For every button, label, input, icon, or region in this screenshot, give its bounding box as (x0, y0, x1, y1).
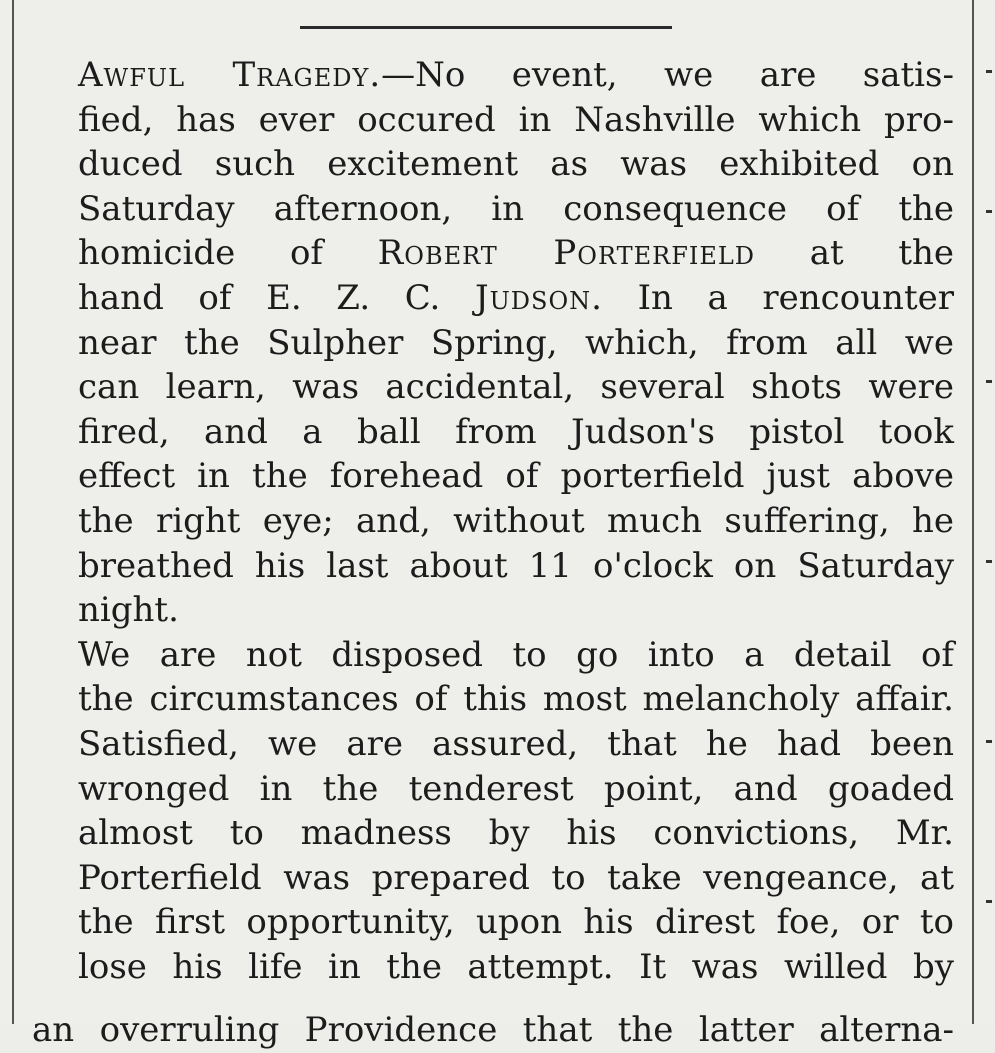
line-text: near the Sulpher Spring, which, from all we (78, 322, 954, 363)
line-text: at the (755, 233, 955, 274)
text-line (32, 811, 954, 856)
text-line (32, 633, 954, 678)
text-line (32, 98, 954, 143)
text-line (32, 142, 954, 187)
line-text: lose his life in the attempt. It was willed by (78, 946, 954, 987)
line-text: Satisfied, we are assured, that he had been (78, 723, 954, 764)
line-text: fied, has ever occured in Nashville which pro- (78, 99, 954, 140)
text-line (32, 499, 954, 544)
line-text: wronged in the tenderest point, and goaded (78, 768, 954, 809)
line-text: almost to madness by his convictions, Mr. (78, 813, 954, 854)
line-text: breathed his last about 11 o'clock on Saturday (78, 545, 954, 586)
article-column (32, 53, 954, 989)
line-text: —No event, we are satis- (381, 55, 954, 95)
text-line (32, 410, 954, 455)
small-caps-text: Awful Tragedy. (78, 55, 382, 95)
small-caps-text: Robert Porterfield (377, 233, 756, 274)
article-paragraph-2 (32, 633, 954, 990)
text-line (32, 945, 954, 990)
text-line (32, 588, 954, 633)
small-caps-text: Judson. (474, 277, 603, 318)
line-text: effect in the forehead of porterfield just above (78, 456, 954, 497)
right-column-rule (972, 0, 974, 1024)
text-line (32, 321, 954, 366)
text-line (32, 767, 954, 812)
line-text: the first opportunity, upon his direst foe, or to (78, 902, 954, 943)
cutoff-line: an overruling Providence that the latter alterna- (32, 1010, 954, 1050)
line-text: night. (78, 590, 179, 631)
line-text: We are not disposed to go into a detail of (78, 634, 954, 675)
line-text: Porterfield was prepared to take vengeance, at (78, 857, 954, 898)
line-text: the right eye; and, without much suffering, he (78, 500, 954, 541)
line-text: Saturday afternoon, in consequence of the (78, 188, 954, 229)
text-line (32, 187, 954, 232)
line-text: the circumstances of this most melancholy affair. (78, 679, 954, 720)
line-text: duced such excitement as was exhibited on (78, 144, 954, 185)
section-divider-rule (300, 26, 672, 29)
article-paragraph-1 (32, 53, 954, 633)
text-line (32, 722, 954, 767)
text-line (32, 53, 954, 98)
cutoff-line-region (32, 1008, 954, 1050)
text-line (32, 365, 954, 410)
text-line (32, 677, 954, 722)
text-line (32, 900, 954, 945)
left-column-rule (12, 0, 14, 1024)
text-line (32, 276, 954, 321)
adjacent-column-fragment (986, 0, 995, 1024)
line-text: can learn, was accidental, several shots were (78, 367, 954, 408)
text-line (32, 544, 954, 589)
text-line (32, 231, 954, 276)
text-line (32, 856, 954, 901)
text-line (32, 454, 954, 499)
line-text: homicide of (78, 233, 378, 274)
line-text: fired, and a ball from Judson's pistol took (78, 411, 954, 452)
line-text: In a rencounter (602, 277, 954, 318)
line-text: hand of E. Z. C. (78, 277, 475, 318)
